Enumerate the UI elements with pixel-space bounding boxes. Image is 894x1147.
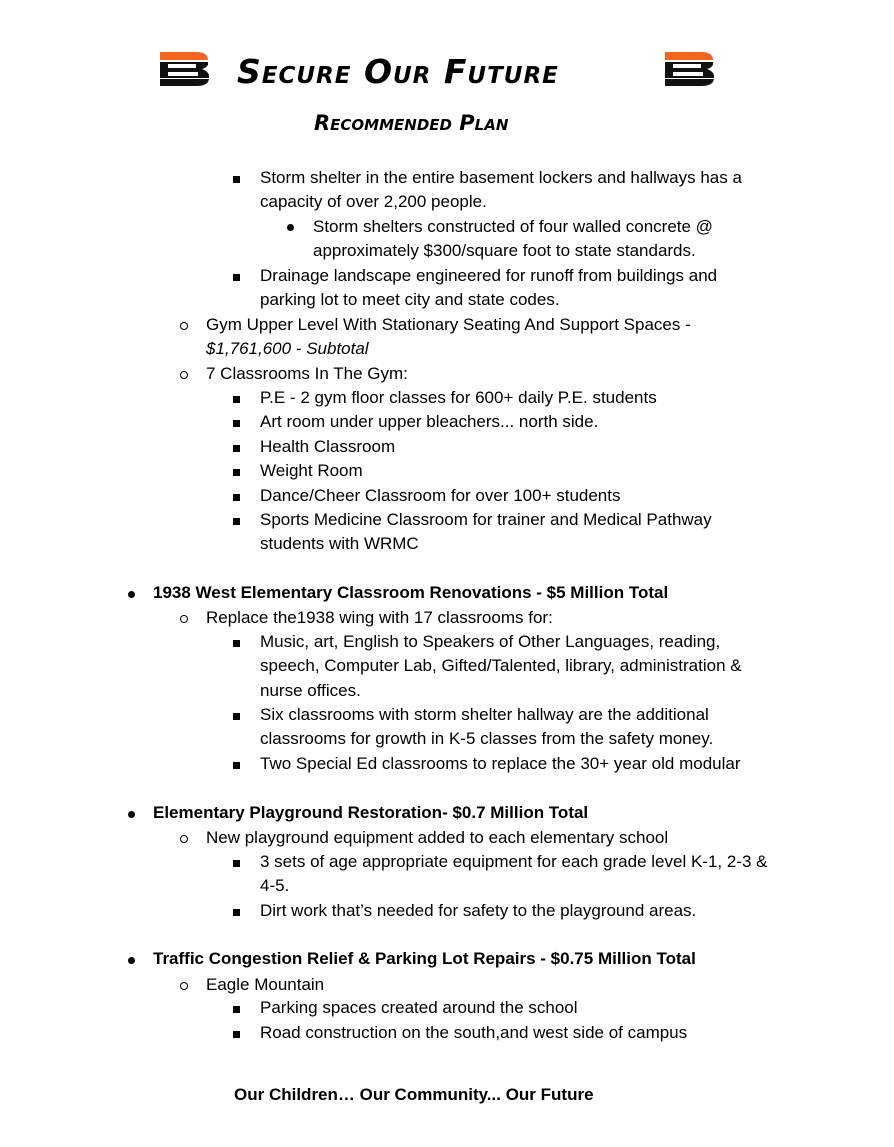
list-item: nurse offices. [260, 681, 361, 700]
ring-bullet [180, 982, 188, 990]
section-heading: Elementary Playground Restoration- $0.7 Million Total [153, 803, 589, 822]
square-bullet [233, 713, 240, 720]
square-bullet [233, 445, 240, 452]
square-bullet [233, 640, 240, 647]
list-item: Parking spaces created around the school [260, 998, 578, 1017]
list-item: speech, Computer Lab, Gifted/Talented, library, administration & [260, 656, 742, 675]
dot-bullet [128, 957, 135, 964]
square-bullet [233, 396, 240, 403]
list-item: approximately $300/square foot to state standards. [313, 241, 696, 260]
list-item: Music, art, English to Speakers of Other Languages, reading, [260, 632, 721, 651]
list-item: 7 Classrooms In The Gym: [206, 364, 408, 383]
list-item: Health Classroom [260, 437, 396, 456]
list-item: P.E - 2 gym floor classes for 600+ daily P.E. students [260, 388, 657, 407]
list-item: students with WRMC [260, 534, 419, 553]
school-logo-right [661, 50, 717, 88]
section-heading: Traffic Congestion Relief & Parking Lot Repairs - $0.75 Million Total [153, 949, 696, 968]
list-item: Weight Room [260, 461, 363, 480]
school-logo-left [156, 50, 212, 88]
square-bullet [233, 176, 240, 183]
square-bullet [233, 1031, 240, 1038]
list-item: parking lot to meet city and state codes. [260, 290, 560, 309]
list-item: Art room under upper bleachers... north side. [260, 412, 599, 431]
list-item: Road construction on the south,and west side of campus [260, 1023, 688, 1042]
page-title: Secure Our Future [237, 52, 559, 91]
list-item: 4-5. [260, 876, 290, 895]
list-item: Six classrooms with storm shelter hallway are the additional [260, 705, 709, 724]
list-item: Dance/Cheer Classroom for over 100+ students [260, 486, 621, 505]
square-bullet [233, 274, 240, 281]
list-item: Storm shelter in the entire basement lockers and hallways has a [260, 168, 742, 187]
page-subtitle: Recommended Plan [314, 111, 509, 135]
list-item: Sports Medicine Classroom for trainer and Medical Pathway [260, 510, 712, 529]
square-bullet [233, 909, 240, 916]
dot-bullet [128, 811, 135, 818]
list-item: capacity of over 2,200 people. [260, 192, 487, 211]
square-bullet [233, 518, 240, 525]
list-item: Dirt work that’s needed for safety to the playground areas. [260, 901, 697, 920]
ring-bullet [180, 615, 188, 623]
list-item: Storm shelters constructed of four walled concrete @ [313, 217, 713, 236]
list-item: Eagle Mountain [206, 975, 325, 994]
list-item: Replace the1938 wing with 17 classrooms for: [206, 608, 553, 627]
section-heading: 1938 West Elementary Classroom Renovations - $5 Million Total [153, 583, 669, 602]
dot-bullet [128, 591, 135, 598]
list-item: Gym Upper Level With Stationary Seating And Support Spaces - [206, 315, 691, 334]
square-bullet [233, 1006, 240, 1013]
square-bullet [233, 420, 240, 427]
list-item: Two Special Ed classrooms to replace the 30+ year old modular [260, 754, 741, 773]
footer-slogan: Our Children… Our Community... Our Future [234, 1085, 594, 1104]
list-item: Drainage landscape engineered for runoff from buildings and [260, 266, 718, 285]
list-item: New playground equipment added to each elementary school [206, 828, 669, 847]
dot-bullet [287, 224, 294, 231]
list-item: classrooms for growth in K-5 classes from the safety money. [260, 729, 714, 748]
ring-bullet [180, 371, 188, 379]
square-bullet [233, 469, 240, 476]
ring-bullet [180, 322, 188, 330]
list-item-subtotal: $1,761,600 - Subtotal [206, 339, 369, 358]
ring-bullet [180, 835, 188, 843]
list-item: 3 sets of age appropriate equipment for each grade level K-1, 2-3 & [260, 852, 768, 871]
square-bullet [233, 860, 240, 867]
square-bullet [233, 762, 240, 769]
square-bullet [233, 494, 240, 501]
